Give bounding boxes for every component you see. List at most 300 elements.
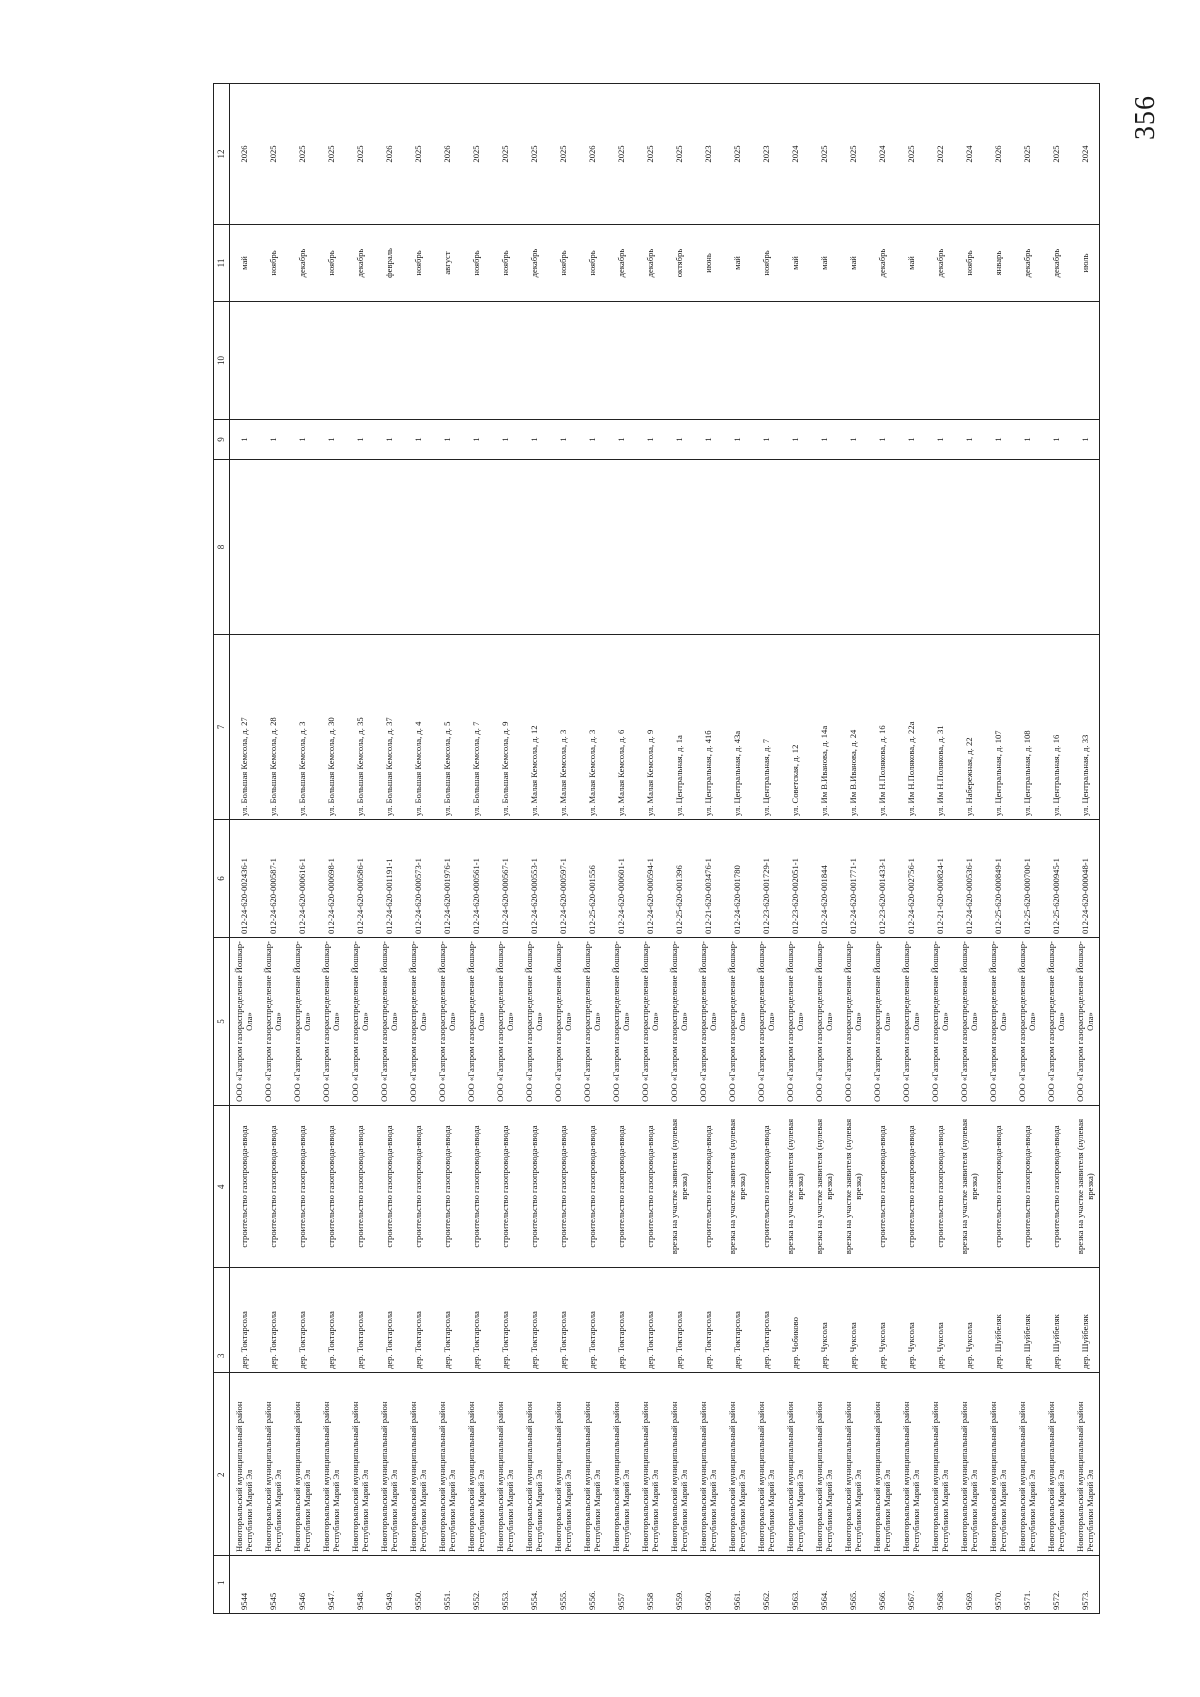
row-number: 9555. bbox=[549, 1556, 578, 1614]
quantity-cell: 1 bbox=[810, 420, 839, 460]
year-cell: 2025 bbox=[404, 84, 433, 225]
application-code-cell: 012-25-620-000849-1 bbox=[984, 820, 1013, 938]
organization-cell: ООО «Газпром газораспределение Йошкар-Ола» bbox=[462, 938, 491, 1106]
address-cell: ул. Большая Кемсола, д. 28 bbox=[259, 635, 288, 820]
work-type-cell: строительство газопровода-ввода bbox=[259, 1106, 288, 1268]
district-cell: Новоторъяльский муниципальный район Республики Марий Эл bbox=[404, 1373, 433, 1556]
column-10-cell bbox=[810, 302, 839, 420]
quantity-cell: 1 bbox=[1042, 420, 1071, 460]
address-cell: ул. Большая Кемсола, д. 7 bbox=[462, 635, 491, 820]
year-cell: 2025 bbox=[897, 84, 926, 225]
settlement-cell: дер. Токтарсола bbox=[607, 1268, 636, 1373]
rotated-register bbox=[213, 84, 1093, 1614]
district-cell: Новоторъяльский муниципальный район Республики Марий Эл bbox=[462, 1373, 491, 1556]
table-row bbox=[607, 84, 636, 1614]
year-cell: 2025 bbox=[317, 84, 346, 225]
month-cell: декабрь bbox=[346, 225, 375, 302]
column-8-cell bbox=[549, 460, 578, 635]
organization-cell: ООО «Газпром газораспределение Йошкар-Ола» bbox=[433, 938, 462, 1106]
month-cell: ноябрь bbox=[955, 225, 984, 302]
application-code-cell: 012-23-620-001433-1 bbox=[868, 820, 897, 938]
application-code-cell: 012-24-620-000597-1 bbox=[549, 820, 578, 938]
organization-cell: ООО «Газпром газораспределение Йошкар-Ола» bbox=[752, 938, 781, 1106]
application-code-cell: 012-24-620-001976-1 bbox=[433, 820, 462, 938]
column-8-cell bbox=[433, 460, 462, 635]
settlement-cell: дер. Токтарсола bbox=[462, 1268, 491, 1373]
organization-cell: ООО «Газпром газораспределение Йошкар-Ола» bbox=[810, 938, 839, 1106]
column-8-cell bbox=[781, 460, 810, 635]
year-cell: 2025 bbox=[810, 84, 839, 225]
district-cell: Новоторъяльский муниципальный район Республики Марий Эл bbox=[868, 1373, 897, 1556]
organization-cell: ООО «Газпром газораспределение Йошкар-Ола» bbox=[636, 938, 665, 1106]
month-cell: ноябрь bbox=[549, 225, 578, 302]
application-code-cell: 012-24-620-000594-1 bbox=[636, 820, 665, 938]
settlement-cell: дер. Токтарсола bbox=[375, 1268, 404, 1373]
column-8-cell bbox=[694, 460, 723, 635]
application-code-cell: 012-25-620-001396 bbox=[665, 820, 694, 938]
year-cell: 2026 bbox=[984, 84, 1013, 225]
column-10-cell bbox=[868, 302, 897, 420]
year-cell: 2024 bbox=[868, 84, 897, 225]
work-type-cell: врезка на участке заявителя (нулевая врезка) bbox=[955, 1106, 984, 1268]
row-number: 9556. bbox=[578, 1556, 607, 1614]
year-cell: 2025 bbox=[288, 84, 317, 225]
settlement-cell: дер. Токтарсола bbox=[230, 1268, 259, 1373]
district-cell: Новоторъяльский муниципальный район Республики Марий Эл bbox=[491, 1373, 520, 1556]
column-8-cell bbox=[259, 460, 288, 635]
organization-cell: ООО «Газпром газораспределение Йошкар-Ола» bbox=[839, 938, 868, 1106]
table-row bbox=[781, 84, 810, 1614]
quantity-cell: 1 bbox=[462, 420, 491, 460]
table-row bbox=[955, 84, 984, 1614]
application-code-cell: 012-23-620-001729-1 bbox=[752, 820, 781, 938]
column-header-4: 4 bbox=[214, 1106, 230, 1268]
column-10-cell bbox=[752, 302, 781, 420]
column-8-cell bbox=[520, 460, 549, 635]
table-row bbox=[839, 84, 868, 1614]
row-number: 9563. bbox=[781, 1556, 810, 1614]
organization-cell: ООО «Газпром газораспределение Йошкар-Ола» bbox=[723, 938, 752, 1106]
application-code-cell: 012-23-620-002051-1 bbox=[781, 820, 810, 938]
year-cell: 2026 bbox=[230, 84, 259, 225]
year-cell: 2025 bbox=[1042, 84, 1071, 225]
column-8-cell bbox=[984, 460, 1013, 635]
work-type-cell: строительство газопровода-ввода bbox=[578, 1106, 607, 1268]
settlement-cell: дер. Чуксола bbox=[839, 1268, 868, 1373]
work-type-cell: строительство газопровода-ввода bbox=[1042, 1106, 1071, 1268]
application-code-cell: 012-24-620-000601-1 bbox=[607, 820, 636, 938]
quantity-cell: 1 bbox=[984, 420, 1013, 460]
month-cell: декабрь bbox=[1013, 225, 1042, 302]
quantity-cell: 1 bbox=[955, 420, 984, 460]
address-cell: ул. Малая Кемсола, д. 3 bbox=[578, 635, 607, 820]
row-number: 9560. bbox=[694, 1556, 723, 1614]
work-type-cell: строительство газопровода-ввода bbox=[1013, 1106, 1042, 1268]
year-cell: 2026 bbox=[375, 84, 404, 225]
row-number: 9561. bbox=[723, 1556, 752, 1614]
column-8-cell bbox=[665, 460, 694, 635]
column-header-10: 10 bbox=[214, 302, 230, 420]
application-code-cell: 012-24-620-000561-1 bbox=[462, 820, 491, 938]
application-code-cell: 012-24-620-000567-1 bbox=[491, 820, 520, 938]
month-cell: декабрь bbox=[636, 225, 665, 302]
table-row bbox=[520, 84, 549, 1614]
quantity-cell: 1 bbox=[839, 420, 868, 460]
quantity-cell: 1 bbox=[694, 420, 723, 460]
row-number: 9554. bbox=[520, 1556, 549, 1614]
application-code-cell: 012-24-620-000536-1 bbox=[955, 820, 984, 938]
quantity-cell: 1 bbox=[549, 420, 578, 460]
address-cell: ул. Им В.Иванова, д. 14а bbox=[810, 635, 839, 820]
district-cell: Новоторъяльский муниципальный район Республики Марий Эл bbox=[317, 1373, 346, 1556]
column-10-cell bbox=[1071, 302, 1100, 420]
table-row bbox=[694, 84, 723, 1614]
organization-cell: ООО «Газпром газораспределение Йошкар-Ола» bbox=[1071, 938, 1100, 1106]
month-cell: ноябрь bbox=[491, 225, 520, 302]
row-number: 9545 bbox=[259, 1556, 288, 1614]
year-cell: 2025 bbox=[723, 84, 752, 225]
settlement-cell: дер. Чуксола bbox=[926, 1268, 955, 1373]
month-cell: декабрь bbox=[1042, 225, 1071, 302]
table-row bbox=[1071, 84, 1100, 1614]
address-cell: ул. Малая Кемсола, д. 12 bbox=[520, 635, 549, 820]
column-8-cell bbox=[723, 460, 752, 635]
row-number: 9565. bbox=[839, 1556, 868, 1614]
column-10-cell bbox=[839, 302, 868, 420]
work-type-cell: строительство газопровода-ввода bbox=[491, 1106, 520, 1268]
column-8-cell bbox=[868, 460, 897, 635]
row-number: 9569. bbox=[955, 1556, 984, 1614]
row-number: 9567. bbox=[897, 1556, 926, 1614]
month-cell: декабрь bbox=[607, 225, 636, 302]
month-cell: июль bbox=[1071, 225, 1100, 302]
column-8-cell bbox=[1013, 460, 1042, 635]
month-cell: май bbox=[230, 225, 259, 302]
address-cell: ул. Большая Кемсола, д. 5 bbox=[433, 635, 462, 820]
district-cell: Новоторъяльский муниципальный район Республики Марий Эл bbox=[897, 1373, 926, 1556]
column-10-cell bbox=[317, 302, 346, 420]
work-type-cell: строительство газопровода-ввода bbox=[897, 1106, 926, 1268]
table-row bbox=[404, 84, 433, 1614]
application-code-cell: 012-24-620-000698-1 bbox=[317, 820, 346, 938]
work-type-cell: строительство газопровода-ввода bbox=[230, 1106, 259, 1268]
column-10-cell bbox=[520, 302, 549, 420]
work-type-cell: врезка на участке заявителя (нулевая врезка) bbox=[839, 1106, 868, 1268]
application-code-cell: 012-21-620-000824-1 bbox=[926, 820, 955, 938]
row-number: 9564. bbox=[810, 1556, 839, 1614]
month-cell: май bbox=[723, 225, 752, 302]
district-cell: Новоторъяльский муниципальный район Республики Марий Эл bbox=[694, 1373, 723, 1556]
column-header-1: 1 bbox=[214, 1556, 230, 1614]
table-row bbox=[868, 84, 897, 1614]
table-row bbox=[346, 84, 375, 1614]
table-header bbox=[214, 84, 230, 1614]
month-cell: ноябрь bbox=[462, 225, 491, 302]
application-code-cell: 012-24-620-000553-1 bbox=[520, 820, 549, 938]
month-cell: июнь bbox=[694, 225, 723, 302]
district-cell: Новоторъяльский муниципальный район Республики Марий Эл bbox=[665, 1373, 694, 1556]
table-row bbox=[810, 84, 839, 1614]
application-code-cell: 012-24-620-000048-1 bbox=[1071, 820, 1100, 938]
address-cell: ул. Центральная, д. 41б bbox=[694, 635, 723, 820]
address-cell: ул. Большая Кемсола, д. 9 bbox=[491, 635, 520, 820]
district-cell: Новоторъяльский муниципальный район Республики Марий Эл bbox=[926, 1373, 955, 1556]
application-code-cell: 012-25-620-001556 bbox=[578, 820, 607, 938]
settlement-cell: дер. Токтарсола bbox=[404, 1268, 433, 1373]
table-row bbox=[375, 84, 404, 1614]
month-cell: ноябрь bbox=[317, 225, 346, 302]
application-code-cell: 012-24-620-000616-1 bbox=[288, 820, 317, 938]
work-type-cell: строительство газопровода-ввода bbox=[520, 1106, 549, 1268]
table-row bbox=[1042, 84, 1071, 1614]
application-code-cell: 012-24-620-000587-1 bbox=[259, 820, 288, 938]
work-type-cell: строительство газопровода-ввода bbox=[317, 1106, 346, 1268]
month-cell: ноябрь bbox=[578, 225, 607, 302]
month-cell: декабрь bbox=[288, 225, 317, 302]
organization-cell: ООО «Газпром газораспределение Йошкар-Ола» bbox=[346, 938, 375, 1106]
year-cell: 2025 bbox=[665, 84, 694, 225]
year-cell: 2025 bbox=[607, 84, 636, 225]
district-cell: Новоторъяльский муниципальный район Республики Марий Эл bbox=[752, 1373, 781, 1556]
work-type-cell: врезка на участке заявителя (нулевая врезка) bbox=[723, 1106, 752, 1268]
address-cell: ул. Им В.Иванова, д. 24 bbox=[839, 635, 868, 820]
organization-cell: ООО «Газпром газораспределение Йошкар-Ола» bbox=[694, 938, 723, 1106]
column-10-cell bbox=[230, 302, 259, 420]
settlement-cell: дер. Шуйбеляк bbox=[984, 1268, 1013, 1373]
organization-cell: ООО «Газпром газораспределение Йошкар-Ола» bbox=[1013, 938, 1042, 1106]
column-8-cell bbox=[839, 460, 868, 635]
application-code-cell: 012-24-620-000573-1 bbox=[404, 820, 433, 938]
district-cell: Новоторъяльский муниципальный район Республики Марий Эл bbox=[810, 1373, 839, 1556]
settlement-cell: дер. Чуксола bbox=[868, 1268, 897, 1373]
column-10-cell bbox=[897, 302, 926, 420]
quantity-cell: 1 bbox=[520, 420, 549, 460]
year-cell: 2025 bbox=[491, 84, 520, 225]
table-row bbox=[636, 84, 665, 1614]
organization-cell: ООО «Газпром газораспределение Йошкар-Ола» bbox=[926, 938, 955, 1106]
month-cell: май bbox=[839, 225, 868, 302]
address-cell: ул. Им Н.Полякова, д. 31 bbox=[926, 635, 955, 820]
column-10-cell bbox=[984, 302, 1013, 420]
year-cell: 2024 bbox=[955, 84, 984, 225]
address-cell: ул. Большая Кемсола, д. 30 bbox=[317, 635, 346, 820]
work-type-cell: строительство газопровода-ввода bbox=[926, 1106, 955, 1268]
work-type-cell: строительство газопровода-ввода bbox=[433, 1106, 462, 1268]
month-cell: февраль bbox=[375, 225, 404, 302]
district-cell: Новоторъяльский муниципальный район Республики Марий Эл bbox=[520, 1373, 549, 1556]
organization-cell: ООО «Газпром газораспределение Йошкар-Ола» bbox=[288, 938, 317, 1106]
quantity-cell: 1 bbox=[1013, 420, 1042, 460]
settlement-cell: дер. Чуксола bbox=[955, 1268, 984, 1373]
address-cell: ул. Центральная, д. 16 bbox=[1042, 635, 1071, 820]
organization-cell: ООО «Газпром газораспределение Йошкар-Ола» bbox=[578, 938, 607, 1106]
column-8-cell bbox=[578, 460, 607, 635]
quantity-cell: 1 bbox=[346, 420, 375, 460]
district-cell: Новоторъяльский муниципальный район Республики Марий Эл bbox=[375, 1373, 404, 1556]
application-code-cell: 012-25-620-000700-1 bbox=[1013, 820, 1042, 938]
quantity-cell: 1 bbox=[926, 420, 955, 460]
settlement-cell: дер. Токтарсола bbox=[752, 1268, 781, 1373]
address-cell: ул. Набережная, д. 22 bbox=[955, 635, 984, 820]
row-number: 9559. bbox=[665, 1556, 694, 1614]
column-header-3: 3 bbox=[214, 1268, 230, 1373]
quantity-cell: 1 bbox=[433, 420, 462, 460]
district-cell: Новоторъяльский муниципальный район Республики Марий Эл bbox=[346, 1373, 375, 1556]
district-cell: Новоторъяльский муниципальный район Республики Марий Эл bbox=[288, 1373, 317, 1556]
column-10-cell bbox=[781, 302, 810, 420]
month-cell: май bbox=[781, 225, 810, 302]
row-number: 9553. bbox=[491, 1556, 520, 1614]
column-header-12: 12 bbox=[214, 84, 230, 225]
organization-cell: ООО «Газпром газораспределение Йошкар-Ола» bbox=[520, 938, 549, 1106]
column-header-5: 5 bbox=[214, 938, 230, 1106]
row-number: 9546 bbox=[288, 1556, 317, 1614]
row-number: 9551. bbox=[433, 1556, 462, 1614]
row-number: 9571. bbox=[1013, 1556, 1042, 1614]
table-row bbox=[317, 84, 346, 1614]
table-row bbox=[259, 84, 288, 1614]
district-cell: Новоторъяльский муниципальный район Республики Марий Эл bbox=[1013, 1373, 1042, 1556]
organization-cell: ООО «Газпром газораспределение Йошкар-Ола» bbox=[897, 938, 926, 1106]
column-10-cell bbox=[259, 302, 288, 420]
column-8-cell bbox=[230, 460, 259, 635]
row-number: 9562. bbox=[752, 1556, 781, 1614]
organization-cell: ООО «Газпром газораспределение Йошкар-Ола» bbox=[317, 938, 346, 1106]
table-row bbox=[549, 84, 578, 1614]
address-cell: ул. Центральная, д. 43а bbox=[723, 635, 752, 820]
quantity-cell: 1 bbox=[404, 420, 433, 460]
column-10-cell bbox=[404, 302, 433, 420]
month-cell: август bbox=[433, 225, 462, 302]
table-row bbox=[665, 84, 694, 1614]
table-body bbox=[230, 84, 1100, 1614]
row-number: 9549. bbox=[375, 1556, 404, 1614]
year-cell: 2022 bbox=[926, 84, 955, 225]
month-cell: декабрь bbox=[868, 225, 897, 302]
column-8-cell bbox=[346, 460, 375, 635]
year-cell: 2026 bbox=[433, 84, 462, 225]
work-type-cell: врезка на участке заявителя (нулевая врезка) bbox=[1071, 1106, 1100, 1268]
year-cell: 2025 bbox=[346, 84, 375, 225]
row-number: 9570. bbox=[984, 1556, 1013, 1614]
settlement-cell: дер. Токтарсола bbox=[665, 1268, 694, 1373]
table-row bbox=[462, 84, 491, 1614]
year-cell: 2026 bbox=[578, 84, 607, 225]
organization-cell: ООО «Газпром газораспределение Йошкар-Ола» bbox=[781, 938, 810, 1106]
quantity-cell: 1 bbox=[636, 420, 665, 460]
column-10-cell bbox=[433, 302, 462, 420]
organization-cell: ООО «Газпром газораспределение Йошкар-Ола» bbox=[259, 938, 288, 1106]
settlement-cell: дер. Чуксола bbox=[897, 1268, 926, 1373]
organization-cell: ООО «Газпром газораспределение Йошкар-Ола» bbox=[665, 938, 694, 1106]
work-type-cell: врезка на участке заявителя (нулевая врезка) bbox=[781, 1106, 810, 1268]
table-row bbox=[1013, 84, 1042, 1614]
row-number: 9550. bbox=[404, 1556, 433, 1614]
address-cell: ул. Большая Кемсола, д. 27 bbox=[230, 635, 259, 820]
column-10-cell bbox=[1042, 302, 1071, 420]
table-row bbox=[926, 84, 955, 1614]
work-type-cell: строительство газопровода-ввода bbox=[868, 1106, 897, 1268]
column-8-cell bbox=[491, 460, 520, 635]
column-8-cell bbox=[317, 460, 346, 635]
month-cell: октябрь bbox=[665, 225, 694, 302]
register-table bbox=[213, 83, 1100, 1614]
work-type-cell: строительство газопровода-ввода bbox=[375, 1106, 404, 1268]
organization-cell: ООО «Газпром газораспределение Йошкар-Ола» bbox=[868, 938, 897, 1106]
application-code-cell: 012-21-620-003476-1 bbox=[694, 820, 723, 938]
settlement-cell: дер. Токтарсола bbox=[433, 1268, 462, 1373]
quantity-cell: 1 bbox=[491, 420, 520, 460]
column-header-2: 2 bbox=[214, 1373, 230, 1556]
district-cell: Новоторъяльский муниципальный район Республики Марий Эл bbox=[984, 1373, 1013, 1556]
district-cell: Новоторъяльский муниципальный район Республики Марий Эл bbox=[607, 1373, 636, 1556]
address-cell: ул. Центральная, д. 1а bbox=[665, 635, 694, 820]
district-cell: Новоторъяльский муниципальный район Республики Марий Эл bbox=[433, 1373, 462, 1556]
month-cell: декабрь bbox=[520, 225, 549, 302]
year-cell: 2024 bbox=[1071, 84, 1100, 225]
column-10-cell bbox=[607, 302, 636, 420]
column-8-cell bbox=[375, 460, 404, 635]
address-cell: ул. Малая Кемсола, д. 6 bbox=[607, 635, 636, 820]
table-row bbox=[578, 84, 607, 1614]
work-type-cell: врезка на участке заявителя (нулевая врезка) bbox=[810, 1106, 839, 1268]
row-number: 9552. bbox=[462, 1556, 491, 1614]
row-number: 9558 bbox=[636, 1556, 665, 1614]
month-cell: декабрь bbox=[926, 225, 955, 302]
work-type-cell: строительство газопровода-ввода bbox=[288, 1106, 317, 1268]
district-cell: Новоторъяльский муниципальный район Республики Марий Эл bbox=[230, 1373, 259, 1556]
organization-cell: ООО «Газпром газораспределение Йошкар-Ола» bbox=[549, 938, 578, 1106]
table-row bbox=[752, 84, 781, 1614]
district-cell: Новоторъяльский муниципальный район Республики Марий Эл bbox=[578, 1373, 607, 1556]
column-8-cell bbox=[926, 460, 955, 635]
application-code-cell: 012-25-620-000945-1 bbox=[1042, 820, 1071, 938]
address-cell: ул. Центральная, д. 108 bbox=[1013, 635, 1042, 820]
table-row bbox=[491, 84, 520, 1614]
column-8-cell bbox=[404, 460, 433, 635]
quantity-cell: 1 bbox=[259, 420, 288, 460]
quantity-cell: 1 bbox=[607, 420, 636, 460]
column-10-cell bbox=[288, 302, 317, 420]
address-cell: ул. Им Н.Полякова, д. 22а bbox=[897, 635, 926, 820]
column-10-cell bbox=[375, 302, 404, 420]
quantity-cell: 1 bbox=[781, 420, 810, 460]
row-number: 9572. bbox=[1042, 1556, 1071, 1614]
year-cell: 2025 bbox=[636, 84, 665, 225]
year-cell: 2025 bbox=[839, 84, 868, 225]
address-cell: ул. Большая Кемсола, д. 35 bbox=[346, 635, 375, 820]
column-10-cell bbox=[926, 302, 955, 420]
settlement-cell: дер. Токтарсола bbox=[259, 1268, 288, 1373]
column-8-cell bbox=[288, 460, 317, 635]
district-cell: Новоторъяльский муниципальный район Республики Марий Эл bbox=[723, 1373, 752, 1556]
settlement-cell: дер. Токтарсола bbox=[636, 1268, 665, 1373]
organization-cell: ООО «Газпром газораспределение Йошкар-Ола» bbox=[375, 938, 404, 1106]
address-cell: ул. Центральная, д. 33 bbox=[1071, 635, 1100, 820]
table-row bbox=[230, 84, 259, 1614]
month-cell: май bbox=[897, 225, 926, 302]
settlement-cell: дер. Токтарсола bbox=[723, 1268, 752, 1373]
organization-cell: ООО «Газпром газораспределение Йошкар-Ола» bbox=[984, 938, 1013, 1106]
table-row bbox=[723, 84, 752, 1614]
address-cell: ул. Большая Кемсола, д. 4 bbox=[404, 635, 433, 820]
application-code-cell: 012-24-620-000586-1 bbox=[346, 820, 375, 938]
quantity-cell: 1 bbox=[897, 420, 926, 460]
column-8-cell bbox=[636, 460, 665, 635]
work-type-cell: строительство газопровода-ввода bbox=[549, 1106, 578, 1268]
quantity-cell: 1 bbox=[868, 420, 897, 460]
column-8-cell bbox=[752, 460, 781, 635]
